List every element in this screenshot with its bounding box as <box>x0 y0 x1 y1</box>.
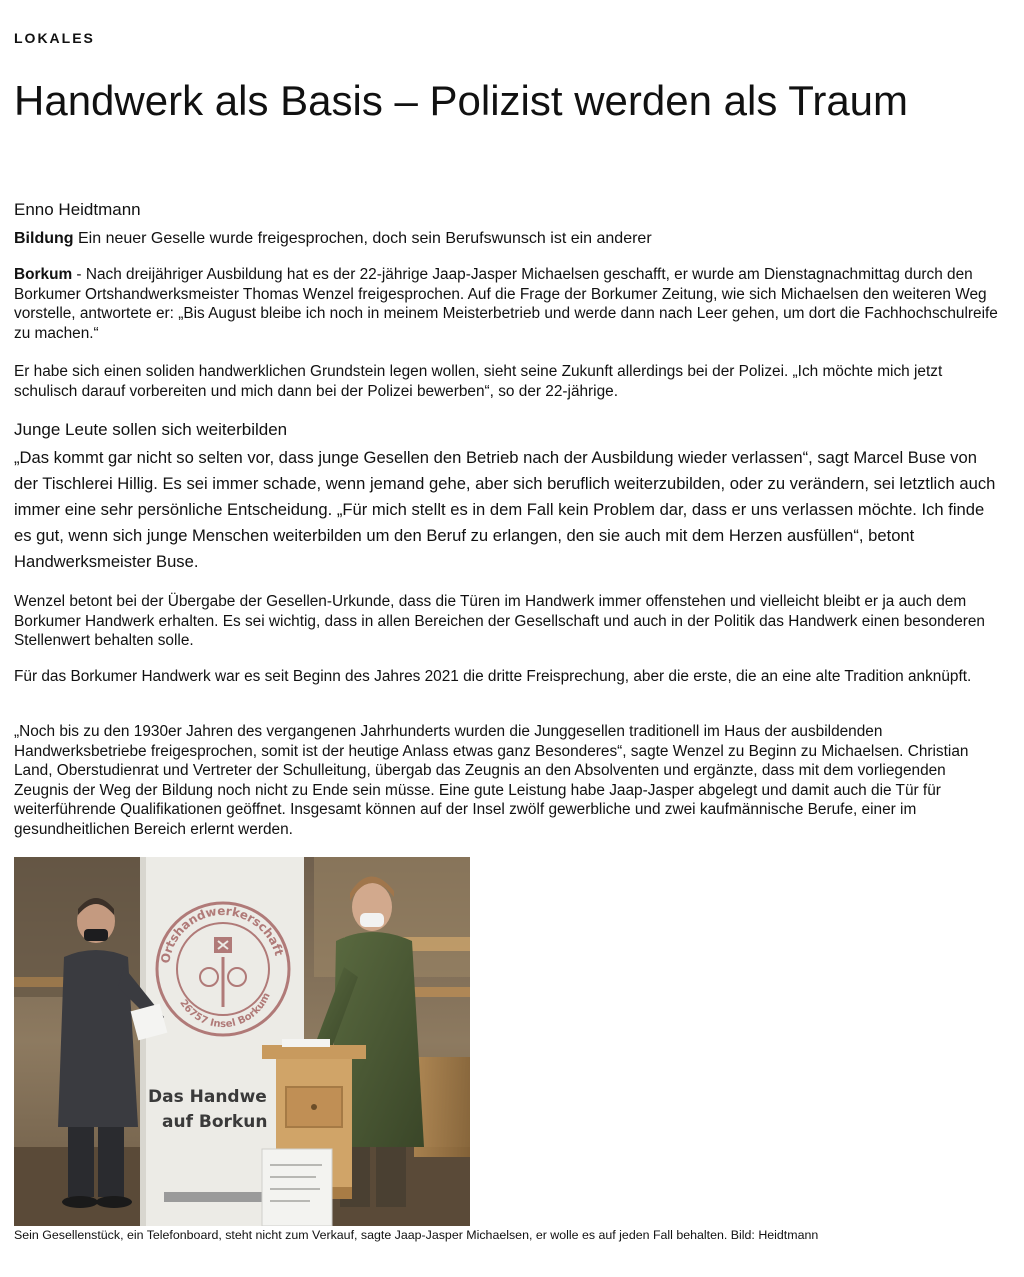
paragraph-4: Wenzel betont bei der Übergabe der Gesellen-Urkunde, dass die Türen im Handwerk immer offenstehen und vielleicht bleibt er ja auch dem Borkumer Handwerk erhalten. Es sei wichtig, dass in allen Bereichen der Gesellschaft und auch in der Politik das Handwerk einen besonderen Stellenwert behalten solle. <box>14 593 985 650</box>
banner-line-1: Das Handwe <box>148 1087 267 1107</box>
teaser-label: Bildung <box>14 230 74 247</box>
author-name: Enno Heidtmann <box>14 200 141 219</box>
paragraph-2: Er habe sich einen soliden handwerklichen Grundstein legen wollen, sieht seine Zukunft allerdings bei der Polizei. „Ich möchte mich jetzt schulisch darauf vorbereiten und mich dann bei der Polizei bewerben“, so der 22-jährige. <box>14 363 943 400</box>
paragraph-5: Für das Borkumer Handwerk war es seit Beginn des Jahres 2021 die dritte Freisprechung, aber die erste, die an eine alte Tradition anknüpft. <box>14 668 972 685</box>
teaser <box>14 229 652 248</box>
paragraph-1-text: - Nach dreijähriger Ausbildung hat es der 22-jährige Jaap-Jasper Michaelsen geschafft, er wurde am Dienstagnachmittag durch den Borkumer Ortshandwerksmeister Thomas Wenzel freigesprochen. Auf die Frage der Borkumer Zeitung, wie sich Michaelsen den weiteren Weg vorstelle, antwortete er: „Bis August bleibe ich noch in meinem Meisterbetrieb und werde dann nach Leer gehen, um dort die Fachhochschulreife zu machen.“ <box>14 266 998 342</box>
article-photo <box>14 857 470 1226</box>
banner-zip-text: 26757 Insel Borkum <box>177 991 273 1031</box>
paragraph-1 <box>14 265 1004 343</box>
paragraph-3-quote: „Das kommt gar nicht so selten vor, dass junge Gesellen den Betrieb nach der Ausbildung wieder verlassen“, sagt Marcel Buse von der Tischlerei Hillig. Es sei immer schade, wenn jemand gehe, aber sich beruflich weiterzubilden, oder zu verändern, sei letztlich auch immer eine sehr persönliche Entscheidung. „Für mich stellt es in dem Fall kein Problem dar, dass er uns verlassen möchte. Ich finde es gut, wenn sich junge Menschen weiterbilden um den Beruf zu erlangen, den sie auch mit dem Herzen ausfüllen“, betont Handwerksmeister Buse. <box>14 448 996 571</box>
section-label: LOKALES <box>14 30 95 46</box>
photo-caption: Sein Gesellenstück, ein Telefonboard, steht nicht zum Verkauf, sagte Jaap-Jasper Michaelsen, er wolle es auf jeden Fall behalten. Bild: Heidtmann <box>14 1228 819 1242</box>
dateline: Borkum <box>14 266 73 283</box>
headline: Handwerk als Basis – Polizist werden als Traum <box>14 77 909 124</box>
subheading: Junge Leute sollen sich weiterbilden <box>14 420 288 439</box>
photo-illustration <box>14 857 470 1226</box>
banner-line-2: auf Borkun <box>162 1112 268 1132</box>
banner-ring-text: Ortshandwerkerschaft <box>158 903 287 965</box>
paragraph-6: „Noch bis zu den 1930er Jahren des vergangenen Jahrhunderts wurden die Junggesellen traditionell im Haus der ausbildenden Handwerksbetriebe freigesprochen, somit ist der heutige Anlass etwas ganz Besonderes“, sagte Wenzel zu Beginn zu Michaelsen. Christian Land, Oberstudienrat und Vertreter der Schulleitung, übergab das Zeugnis an den Absolventen und ergänzte, dass mit dem vorliegenden Zeugnis der Weg der Bildung noch nicht zu Ende sein müsse. Eine gute Leistung habe Jaap-Jasper abgelegt und damit auch die Tür für weiterführende Qualifikationen geöffnet. Insgesamt können auf der Insel zwölf gewerbliche und zwei kaufmännische Berufe, einer im gesundheitlichen Bereich erlernt werden. <box>14 723 969 838</box>
teaser-text: Ein neuer Geselle wurde freigesprochen, doch sein Berufswunsch ist ein anderer <box>73 230 652 247</box>
